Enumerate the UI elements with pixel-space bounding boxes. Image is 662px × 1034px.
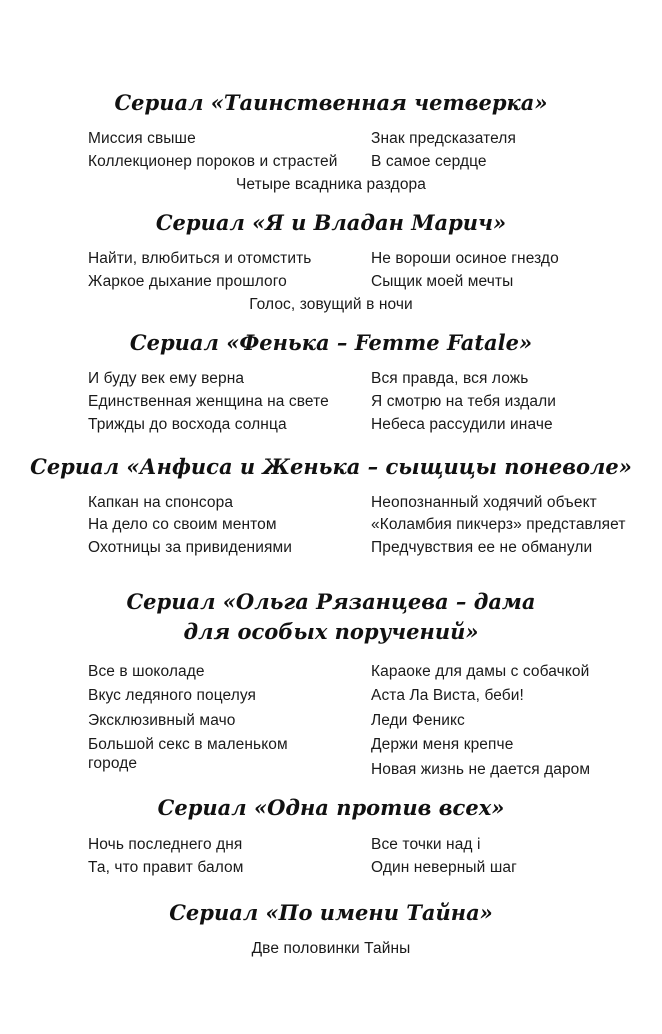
book-title: Леди Феникс [371,712,465,729]
series-heading: Сериал «Одна против всех» [157,795,505,820]
series-heading: Сериал «Я и Владан Марич» [155,210,507,235]
book-title: Эксклюзивный мачо [88,712,236,729]
book-title: Караоке для дамы с собачкой [371,663,590,680]
book-title: Один неверный шаг [371,859,517,876]
book-title: Найти, влюбиться и отомстить [88,250,312,267]
book-title: Аста Ла Виста, беби! [371,687,524,704]
series-heading: Сериал «Таинственная четверка» [114,90,548,115]
book-title: Все точки над i [371,836,481,853]
book-title: На дело со своим ментом [88,516,277,533]
book-title: Миссия свыше [88,130,196,147]
book-title: Сыщик моей мечты [371,273,514,290]
book-title: В самое сердце [371,153,487,170]
book-title: Единственная женщина на свете [88,393,329,410]
book-title: Небеса рассудили иначе [371,416,553,433]
book-title: Вся правда, вся ложь [371,370,529,387]
book-title: Знак предсказателя [371,130,516,147]
book-title: Неопознанный ходячий объект [371,494,597,511]
series-heading: Сериал «Фенька – Femme Fatale» [129,330,533,355]
book-title: Все в шоколаде [88,663,205,680]
book-title: Голос, зовущий в ночи [249,296,413,313]
series-heading: Сериал «Анфиса и Женька – сыщицы поневоле» [30,454,632,479]
book-title: И буду век ему верна [88,370,245,387]
book-title: Трижды до восхода солнца [88,416,287,433]
book-title: Вкус ледяного поцелуя [88,687,257,704]
book-title: Держи меня крепче [371,736,514,753]
book-title: Жаркое дыхание прошлого [88,273,287,290]
book-title: Две половинки Тайны [251,940,411,957]
book-title: Новая жизнь не дается даром [371,761,591,778]
book-title: Не вороши осиное гнездо [371,250,559,267]
book-title: Предчувствия ее не обманули [371,539,593,556]
book-title: Охотницы за привидениями [88,539,292,556]
book-title: Четыре всадника раздора [235,176,426,193]
book-title: Ночь последнего дня [88,836,243,853]
book-title: Капкан на спонсора [88,494,234,511]
series-heading: Сериал «Ольга Рязанцева – дама [126,589,536,614]
book-title: Коллекционер пороков и страстей [88,153,338,170]
series-heading: для особых поручений» [183,619,479,644]
book-title: Я смотрю на тебя издали [371,393,557,410]
book-title: «Коламбия пикчерз» представляет [371,516,626,533]
book-title: Большой секс в маленьком городе [88,736,288,772]
series-heading: Сериал «По имени Тайна» [169,900,493,925]
book-title: Та, что правит балом [88,859,244,876]
